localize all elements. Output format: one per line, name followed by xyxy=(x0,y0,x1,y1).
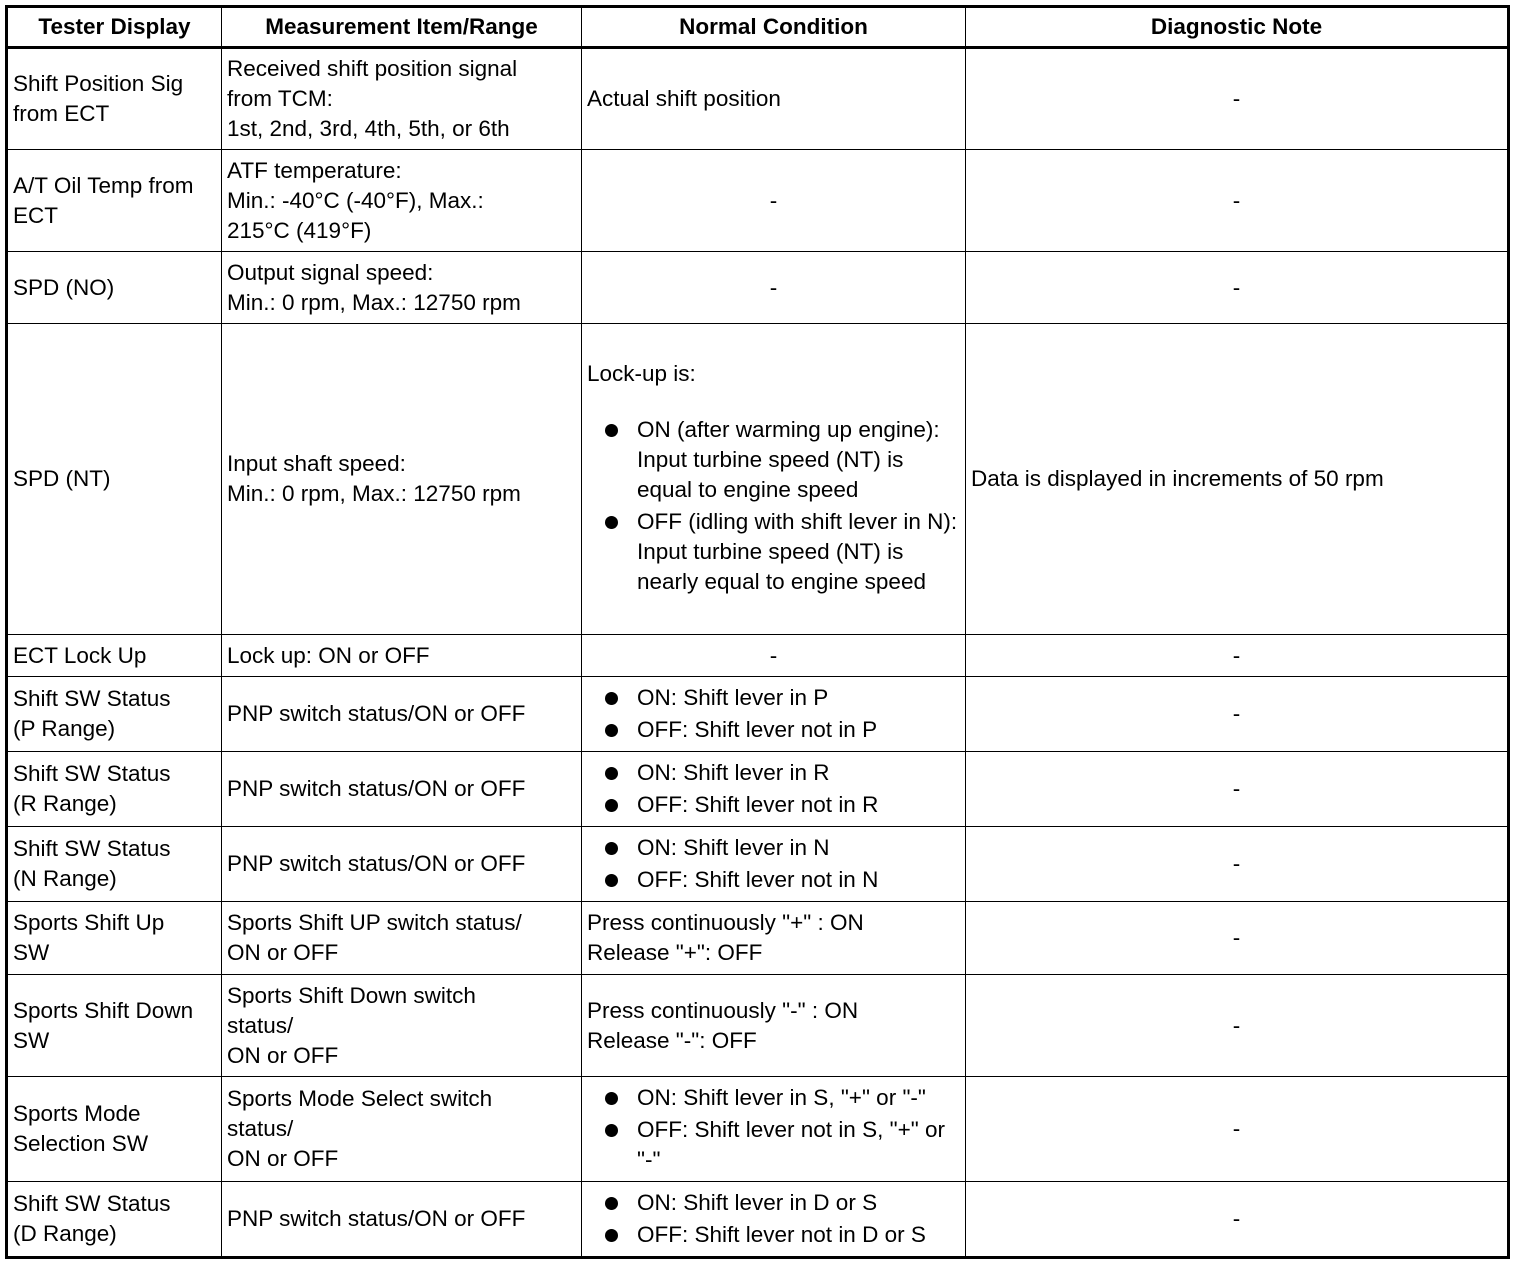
tester-display-cell xyxy=(7,752,222,827)
table-row xyxy=(7,975,1509,1077)
cell-text: Shift SW Status xyxy=(13,686,171,711)
normal-condition-cell: - xyxy=(582,635,966,677)
bullet-dot-icon xyxy=(605,424,618,437)
cell-text: Min.: 0 rpm, Max.: 12750 rpm xyxy=(227,289,521,315)
diagnostic-note-cell: - xyxy=(966,677,1509,752)
bullet-text: ON: Shift lever in N xyxy=(637,835,830,860)
tester-display-cell xyxy=(7,48,222,150)
cell-text: Shift Position Sig xyxy=(13,71,184,96)
diagnostic-note-cell: - xyxy=(966,902,1509,975)
tester-display-cell xyxy=(7,635,222,677)
cell-text: ON or OFF xyxy=(227,1042,339,1068)
bullet-text: ON: Shift lever in S, "+" or "-" xyxy=(637,1085,926,1110)
normal-condition-cell xyxy=(582,48,966,150)
condition-bullet-list xyxy=(587,415,960,597)
normal-condition-cell xyxy=(582,902,966,975)
bullet-dot-icon xyxy=(605,516,618,529)
condition-bullet-list xyxy=(587,1083,960,1175)
bullet-text: OFF: Shift lever not in N xyxy=(637,867,879,892)
cell-text: SW xyxy=(13,1027,50,1053)
bullet-text: ON: Shift lever in P xyxy=(637,685,829,710)
table-row xyxy=(7,827,1509,902)
cell-text: from ECT xyxy=(13,101,110,126)
condition-bullet-list xyxy=(587,833,960,895)
cell-text: (N Range) xyxy=(13,866,117,891)
header-normal-condition: Normal Condition xyxy=(582,7,966,48)
bullet-dot-icon xyxy=(605,842,618,855)
tester-display-cell xyxy=(7,677,222,752)
table-row xyxy=(7,635,1509,677)
diagnostic-note-cell: - xyxy=(966,827,1509,902)
header-diagnostic-note: Diagnostic Note xyxy=(966,7,1509,48)
measurement-cell xyxy=(222,902,582,975)
normal-condition-cell xyxy=(582,827,966,902)
cell-text: (D Range) xyxy=(13,1221,117,1246)
measurement-cell xyxy=(222,975,582,1077)
cell-text: Shift SW Status xyxy=(13,1191,171,1216)
tester-display-cell xyxy=(7,902,222,975)
list-item xyxy=(587,1188,960,1218)
bullet-dot-icon xyxy=(605,1092,618,1105)
cell-text: Sports Shift Up xyxy=(13,910,165,935)
cell-text: ATF temperature: xyxy=(227,157,402,183)
bullet-dot-icon xyxy=(605,1124,618,1137)
cell-text: Sports Shift Down xyxy=(13,997,194,1023)
bullet-dot-icon xyxy=(605,724,618,737)
cell-text: (R Range) xyxy=(13,791,117,816)
measurement-cell xyxy=(222,635,582,677)
cell-text: SPD (NO) xyxy=(13,274,115,300)
normal-condition-cell: - xyxy=(582,150,966,252)
bullet-text: OFF: Shift lever not in D or S xyxy=(637,1222,926,1247)
table-row xyxy=(7,902,1509,975)
table-row xyxy=(7,324,1509,635)
data-list-sheet xyxy=(5,5,1507,1259)
cell-text: Received shift position signal xyxy=(227,56,518,81)
diagnostic-note-cell: - xyxy=(966,252,1509,324)
bullet-dot-icon xyxy=(605,1229,618,1242)
cell-text: PNP switch status/ON or OFF xyxy=(227,851,526,876)
bullet-dot-icon xyxy=(605,692,618,705)
bullet-dot-icon xyxy=(605,767,618,780)
measurement-cell xyxy=(222,752,582,827)
cell-text: PNP switch status/ON or OFF xyxy=(227,701,526,726)
table-row xyxy=(7,752,1509,827)
list-item xyxy=(587,715,960,745)
measurement-cell xyxy=(222,150,582,252)
cell-text: A/T Oil Temp from xyxy=(13,172,194,198)
cell-text: Selection SW xyxy=(13,1131,149,1156)
data-list-table xyxy=(5,5,1510,1259)
list-item xyxy=(587,415,960,505)
measurement-cell xyxy=(222,1077,582,1182)
list-item xyxy=(587,1083,960,1113)
cell-text: Input shaft speed: xyxy=(227,451,406,476)
tester-display-cell xyxy=(7,1182,222,1258)
header-tester-display: Tester Display xyxy=(7,7,222,48)
normal-condition-cell xyxy=(582,752,966,827)
cell-text: (P Range) xyxy=(13,716,116,741)
cell-text: Shift SW Status xyxy=(13,836,171,861)
bullet-text: OFF: Shift lever not in P xyxy=(637,717,878,742)
bullet-text: ON: Shift lever in R xyxy=(637,760,830,785)
tester-display-cell xyxy=(7,827,222,902)
cell-text: 1st, 2nd, 3rd, 4th, 5th, or 6th xyxy=(227,116,510,141)
tester-display-cell xyxy=(7,975,222,1077)
cell-text: from TCM: xyxy=(227,86,333,111)
bullet-dot-icon xyxy=(605,1197,618,1210)
normal-condition-cell xyxy=(582,324,966,635)
cell-text: Press continuously "-" : ON xyxy=(587,997,859,1023)
condition-intro: Lock-up is: xyxy=(587,361,696,386)
list-item xyxy=(587,833,960,863)
tester-display-cell xyxy=(7,252,222,324)
normal-condition-cell xyxy=(582,1077,966,1182)
cell-text: Min.: 0 rpm, Max.: 12750 rpm xyxy=(227,481,521,506)
cell-text: 215°C (419°F) xyxy=(227,217,372,243)
bullet-text: OFF: Shift lever not in S, "+" or "-" xyxy=(637,1117,945,1172)
header-measurement-item-range: Measurement Item/Range xyxy=(222,7,582,48)
normal-condition-cell xyxy=(582,975,966,1077)
cell-text: Sports Shift Down switch xyxy=(227,982,476,1008)
list-item xyxy=(587,758,960,788)
cell-text: status/ xyxy=(227,1116,294,1141)
cell-text: Shift SW Status xyxy=(13,761,171,786)
cell-text: ECT Lock Up xyxy=(13,642,147,668)
tester-display-cell xyxy=(7,1077,222,1182)
tester-display-cell xyxy=(7,150,222,252)
table-row xyxy=(7,677,1509,752)
tester-display-cell xyxy=(7,324,222,635)
cell-text: SPD (NT) xyxy=(13,466,111,491)
bullet-text: ON (after warming up engine): Input turbine speed (NT) is equal to engine speed xyxy=(637,417,940,502)
table-row xyxy=(7,150,1509,252)
normal-condition-cell xyxy=(582,677,966,752)
diagnostic-note-cell: - xyxy=(966,48,1509,150)
list-item xyxy=(587,1220,960,1250)
condition-bullet-list xyxy=(587,758,960,820)
measurement-cell xyxy=(222,677,582,752)
cell-text: PNP switch status/ON or OFF xyxy=(227,776,526,801)
diagnostic-note-cell: - xyxy=(966,752,1509,827)
condition-bullet-list xyxy=(587,683,960,745)
measurement-cell xyxy=(222,1182,582,1258)
cell-text: Output signal speed: xyxy=(227,259,434,285)
cell-text: Release "-": OFF xyxy=(587,1027,757,1053)
diagnostic-note-cell: Data is displayed in increments of 50 rpm xyxy=(966,324,1509,635)
cell-text: ECT xyxy=(13,202,58,228)
cell-text: ON or OFF xyxy=(227,1146,339,1171)
table-row xyxy=(7,48,1509,150)
cell-text: PNP switch status/ON or OFF xyxy=(227,1206,526,1231)
cell-text: Press continuously "+" : ON xyxy=(587,910,864,935)
table-row xyxy=(7,252,1509,324)
list-item xyxy=(587,683,960,713)
bullet-dot-icon xyxy=(605,799,618,812)
normal-condition-cell: - xyxy=(582,252,966,324)
measurement-cell xyxy=(222,324,582,635)
list-item xyxy=(587,790,960,820)
diagnostic-note-cell: - xyxy=(966,1182,1509,1258)
cell-text: Sports Mode xyxy=(13,1101,141,1126)
cell-text: ON or OFF xyxy=(227,940,339,965)
condition-bullet-list xyxy=(587,1188,960,1250)
bullet-text: OFF (idling with shift lever in N): Input turbine speed (NT) is nearly equal to engine speed xyxy=(637,509,958,594)
measurement-cell xyxy=(222,827,582,902)
header-row xyxy=(7,7,1509,48)
cell-text: Actual shift position xyxy=(587,86,781,111)
bullet-dot-icon xyxy=(605,874,618,887)
cell-text: Lock up: ON or OFF xyxy=(227,642,430,668)
cell-text: SW xyxy=(13,940,50,965)
list-item xyxy=(587,507,960,597)
diagnostic-note-cell: - xyxy=(966,150,1509,252)
cell-text: status/ xyxy=(227,1012,294,1038)
cell-text: Release "+": OFF xyxy=(587,940,763,965)
diagnostic-note-cell: - xyxy=(966,1077,1509,1182)
diagnostic-note-cell: - xyxy=(966,635,1509,677)
normal-condition-cell xyxy=(582,1182,966,1258)
list-item xyxy=(587,1115,960,1175)
diagnostic-note-cell: - xyxy=(966,975,1509,1077)
cell-text: Sports Shift UP switch status/ xyxy=(227,910,522,935)
measurement-cell xyxy=(222,252,582,324)
table-row xyxy=(7,1077,1509,1182)
cell-text: Min.: -40°C (-40°F), Max.: xyxy=(227,187,484,213)
bullet-text: ON: Shift lever in D or S xyxy=(637,1190,878,1215)
bullet-text: OFF: Shift lever not in R xyxy=(637,792,879,817)
list-item xyxy=(587,865,960,895)
measurement-cell xyxy=(222,48,582,150)
table-row xyxy=(7,1182,1509,1258)
cell-text: Sports Mode Select switch xyxy=(227,1086,493,1111)
